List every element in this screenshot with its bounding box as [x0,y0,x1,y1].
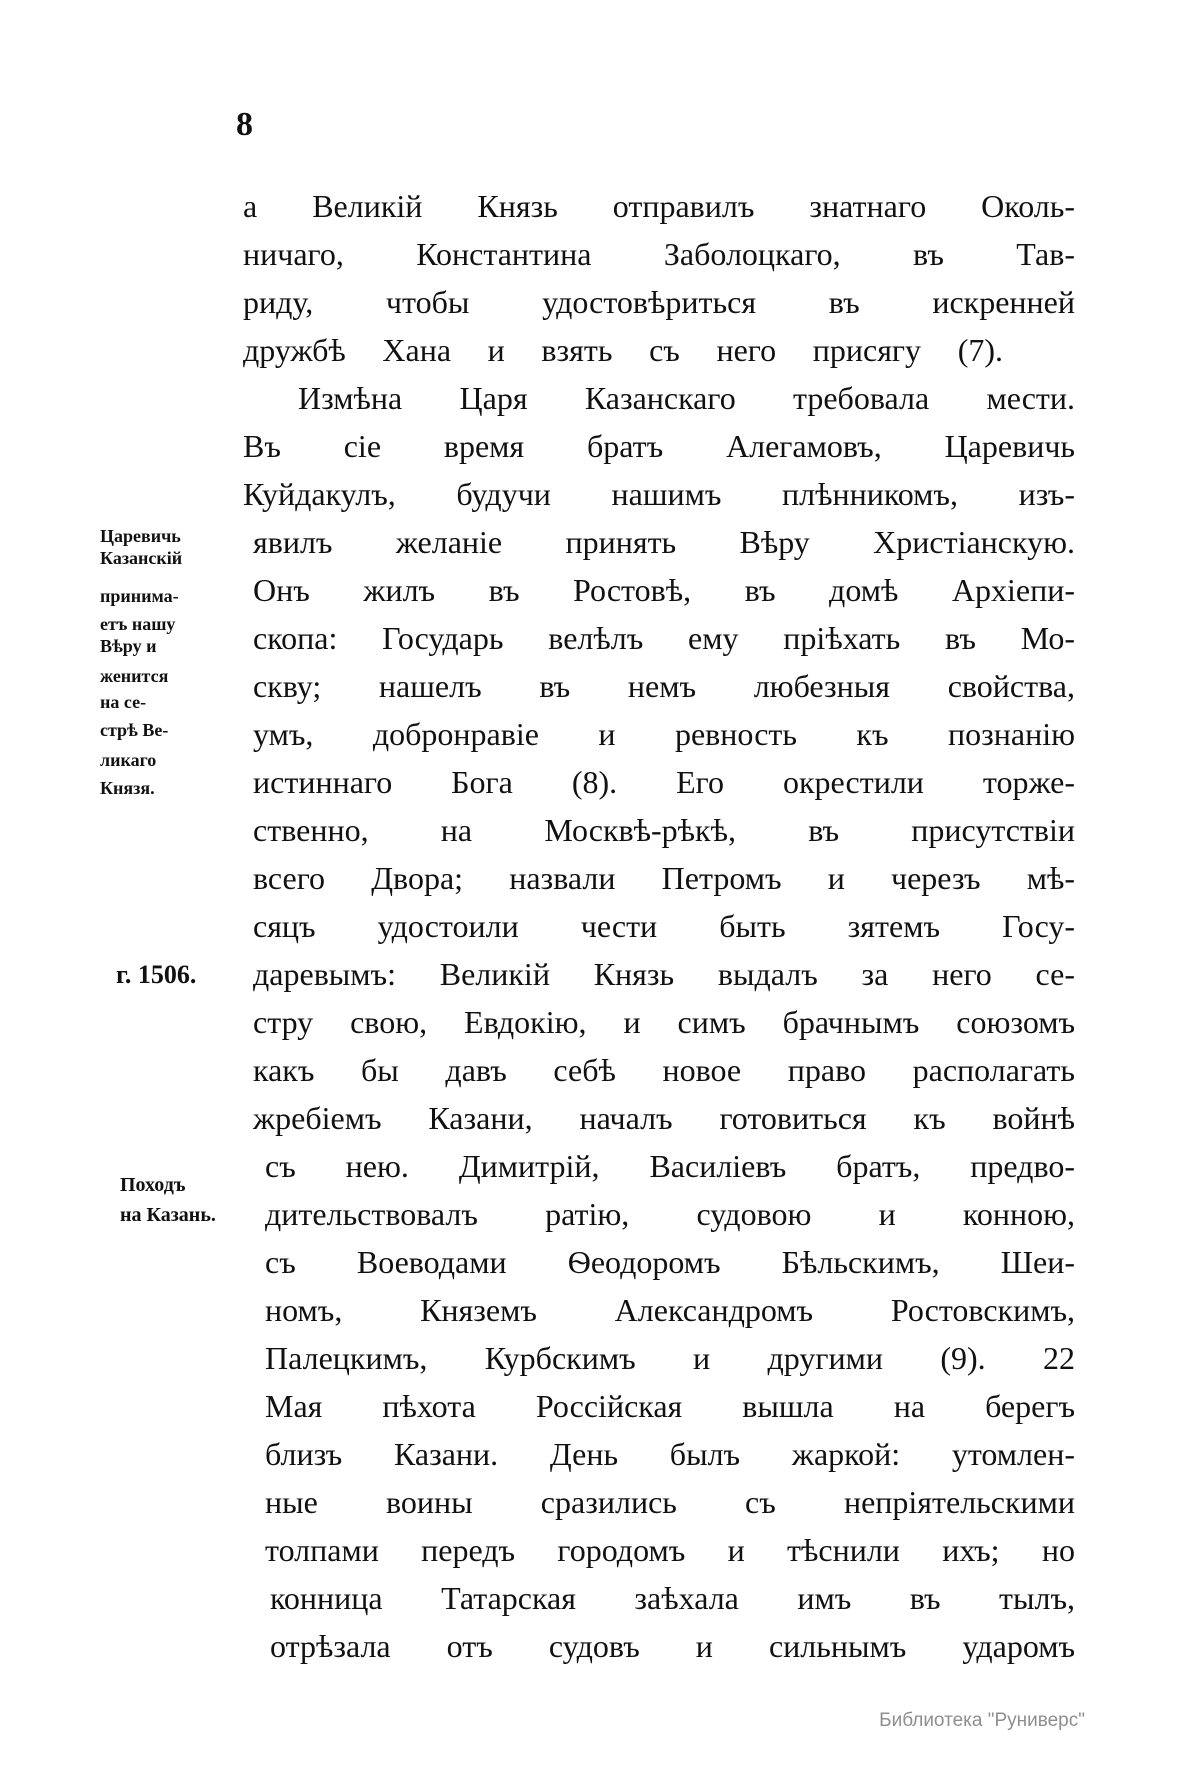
margin-note-line: Походъ [120,1174,186,1196]
margin-year: г. 1506. [116,960,197,989]
text-line: съ нею. Димитрій, Василіевъ братъ, предво- [265,1148,1075,1184]
text-line: ные воины сразились съ непріятельскими [265,1484,1075,1520]
margin-note-line: принима- [100,586,179,606]
text-line: Онъ жилъ въ Ростовѣ, въ домѣ Архіепи- [253,572,1075,608]
margin-note-line: на Казань. [120,1204,216,1226]
library-watermark: Библиотека "Руниверс" [879,1710,1085,1731]
text-line: съ Воеводами Ѳеодоромъ Бѣльскимъ, Шеи- [265,1244,1075,1280]
text-line: толпами передъ городомъ и тѣснили ихъ; но [265,1532,1075,1568]
text-line: ственно, на Москвѣ-рѣкѣ, въ присутствіи [253,812,1075,848]
text-line: истиннаго Бога (8). Его окрестили торже- [253,764,1075,800]
text-line: Мая пѣхота Россійская вышла на берегъ [265,1388,1075,1424]
margin-note-line: Князя. [100,778,155,798]
margin-note-line: Казанскій [100,548,183,568]
text-line: даревымъ: Великій Князь выдалъ за него се- [253,956,1075,992]
text-line: отрѣзала отъ судовъ и сильнымъ ударомъ [270,1628,1075,1664]
margin-note-line: на се- [100,692,147,712]
text-line: стру свою, Евдокію, и симъ брачнымъ союзомъ [253,1004,1075,1040]
text-line: всего Двора; назвали Петромъ и черезъ мѣ- [253,860,1075,896]
text-line: Палецкимъ, Курбскимъ и другими (9). 22 [265,1340,1075,1376]
text-line: какъ бы давъ себѣ новое право располагать [253,1052,1075,1088]
margin-note-line: етъ нашу [100,614,176,634]
text-line: скву; нашелъ въ немъ любезныя свойства, [253,668,1075,704]
text-line: Въ сіе время братъ Алегамовъ, Царевичь [243,428,1075,464]
text-line: сяцъ удостоили чести быть зятемъ Госу- [253,908,1075,944]
text-line: а Великій Князь отправилъ знатнаго Околь- [243,188,1075,224]
margin-note-line: ликаго [100,750,157,770]
text-line: явилъ желаніе принять Вѣру Христіанскую. [253,524,1075,560]
text-line: скопа: Государь велѣлъ ему пріѣхать въ Мо- [253,620,1075,656]
text-line: Измѣна Царя Казанскаго требовала мести. [298,380,1075,416]
margin-note-line: женится [100,666,169,686]
margin-note-line: Вѣру и [100,636,157,656]
text-line: близъ Казани. День былъ жаркой: утомлен- [265,1436,1075,1472]
text-line: риду, чтобы удостовѣриться въ искренней [243,284,1075,320]
margin-note-line: стрѣ Ве- [100,720,169,740]
text-line: конница Татарская заѣхала имъ въ тылъ, [270,1580,1075,1616]
margin-note-line: Царевичь [100,526,181,546]
text-line: дительствовалъ ратію, судовою и конною, [265,1196,1075,1232]
text-line: жребіемъ Казани, началъ готовиться къ войнѣ [253,1100,1075,1136]
text-line: Куйдакулъ, будучи нашимъ плѣнникомъ, изъ- [243,476,1075,512]
text-line: номъ, Княземъ Александромъ Ростовскимъ, [265,1292,1075,1328]
text-line: ничаго, Константина Заболоцкаго, въ Тав- [243,236,1075,272]
text-line: умъ, добронравіе и ревность къ познанію [253,716,1075,752]
text-line: дружбѣ Хана и взять съ него присягу (7). [243,332,1003,368]
page-number: 8 [236,106,253,143]
